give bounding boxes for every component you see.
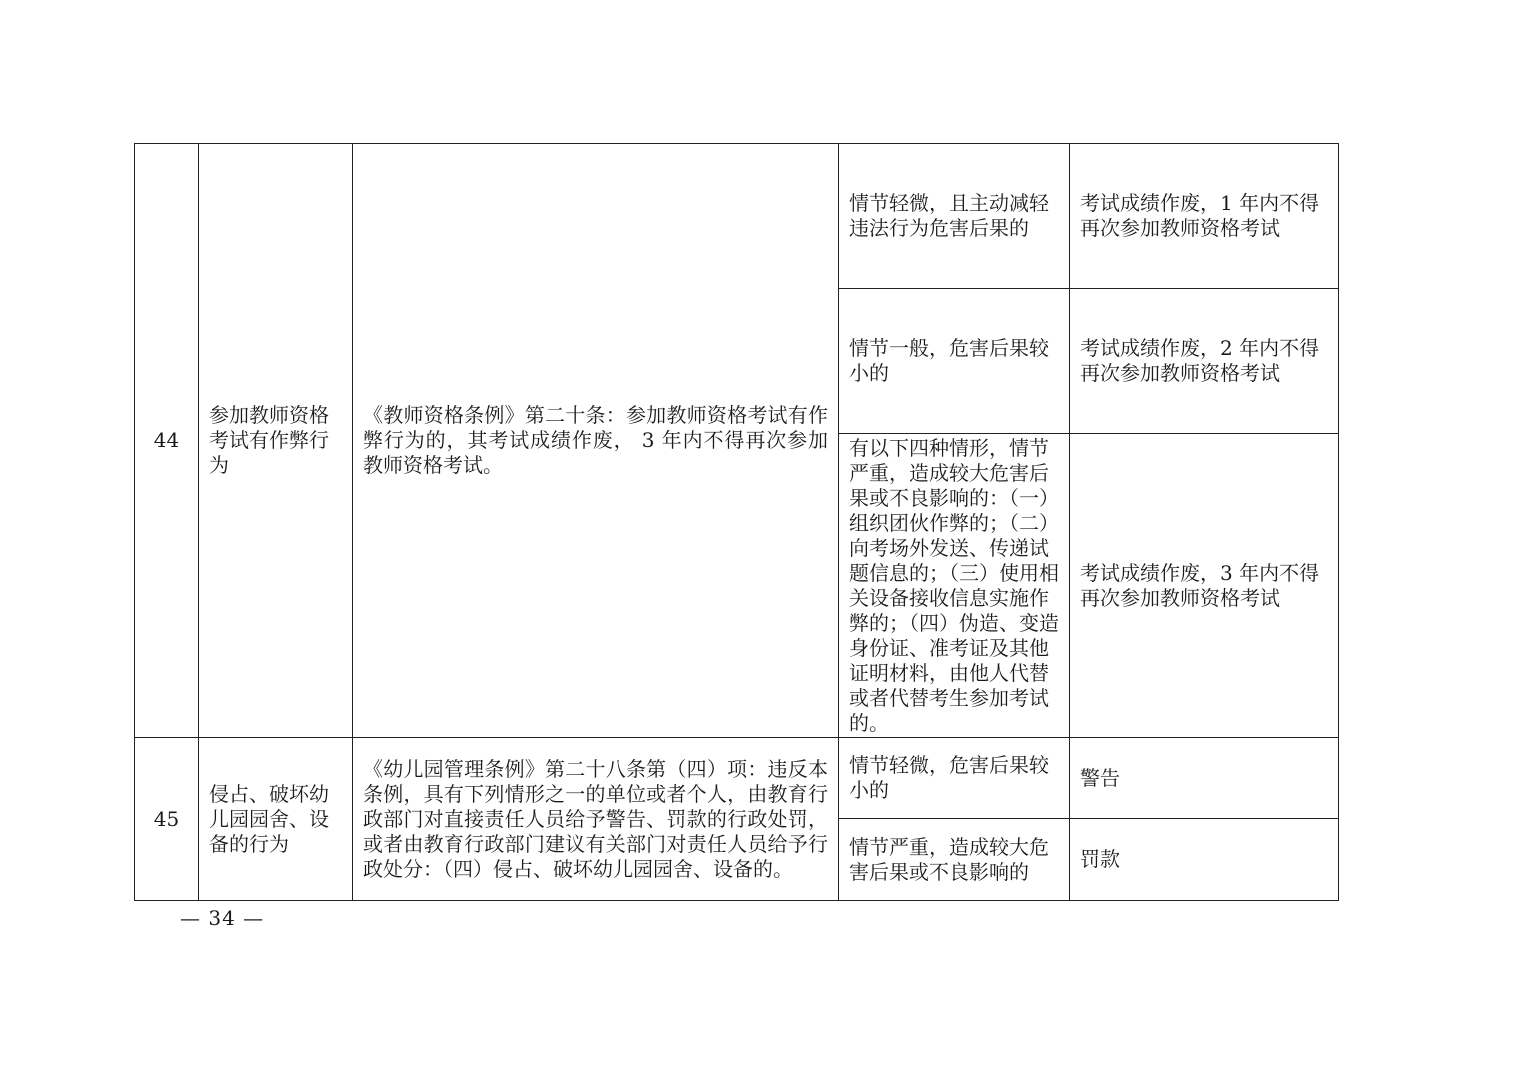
penalty-cell: 考试成绩作废，3 年内不得再次参加教师资格考试 — [1070, 434, 1339, 738]
legal-basis: 《教师资格条例》第二十条：参加教师资格考试有作弊行为的，其考试成绩作废， 3 年内不得再次参加教师资格考试。 — [353, 144, 839, 738]
table-row — [135, 144, 1339, 289]
penalty-cell: 警告 — [1070, 738, 1339, 819]
row-number: 44 — [135, 144, 199, 738]
circumstance-cell: 情节严重，造成较大危害后果或不良影响的 — [839, 819, 1070, 901]
legal-basis: 《幼儿园管理条例》第二十八条第（四）项：违反本条例，具有下列情形之一的单位或者个人，由教育行政部门对直接责任人员给予警告、罚款的行政处罚，或者由教育行政部门建议有关部门对责任人员给予行政处分：（四）侵占、破坏幼儿园园舍、设备的。 — [353, 738, 839, 901]
page-number: — 34 — — [180, 906, 265, 930]
penalty-cell: 罚款 — [1070, 819, 1339, 901]
circumstance-cell: 情节轻微，且主动减轻违法行为危害后果的 — [839, 144, 1070, 289]
violation-item: 侵占、破坏幼儿园园舍、设备的行为 — [199, 738, 353, 901]
circumstance-cell: 情节轻微，危害后果较小的 — [839, 738, 1070, 819]
penalty-cell: 考试成绩作废，1 年内不得再次参加教师资格考试 — [1070, 144, 1339, 289]
circumstance-cell: 情节一般，危害后果较小的 — [839, 289, 1070, 434]
row-number: 45 — [135, 738, 199, 901]
circumstance-cell: 有以下四种情形，情节严重，造成较大危害后果或不良影响的：（一）组织团伙作弊的；（二）向考场外发送、传递试题信息的；（三）使用相关设备接收信息实施作弊的；（四）伪造、变造身份证、准考证及其他证明材料，由他人代替或者代替考生参加考试的。 — [839, 434, 1070, 738]
violation-item: 参加教师资格考试有作弊行为 — [199, 144, 353, 738]
penalty-discretion-table — [134, 143, 1339, 901]
penalty-cell: 考试成绩作废，2 年内不得再次参加教师资格考试 — [1070, 289, 1339, 434]
table-row — [135, 738, 1339, 819]
